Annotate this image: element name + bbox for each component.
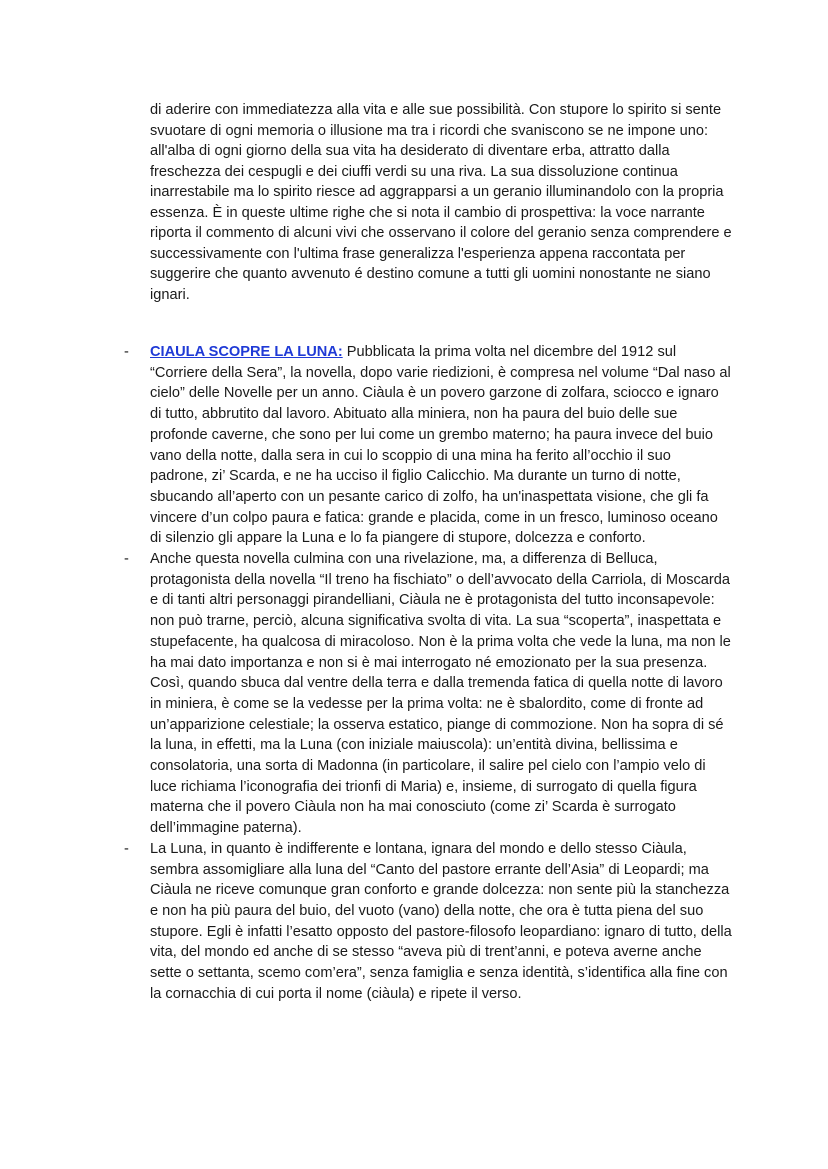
list-item — [0, 839, 732, 1005]
bullet-dash: - — [124, 551, 129, 568]
list-item-text: Anche questa novella culmina con una rivelazione, ma, a differenza di Belluca, protagonista della novella “Il treno ha fischiato” o dell’avvocato della Carriola, di Moscarda e di tanti altri personaggi pirandelliani, Ciàula ne è protagonista del tutto inconsapevole: non può trarne, perciò, alcuna significativa svolta di vita. La sua “scoperta”, inaspettata e stupefacente, ha qualcosa di miracoloso. Non è la prima volta che vede la luna, ma non le ha mai dato importanza e non si è mai interrogato né emozionato per la sua presenza. Così, quando sbuca dal ventre della terra e dalla tremenda fatica di quella notte di lavoro in miniera, è come se la vedesse per la prima volta: ne è sbalordito, come di fronte ad un’apparizione celestiale; la osserva estatico, piange di commozione. Non ha sopra di sé la luna, in effetti, ma la Luna (con iniziale maiuscola): un’entità divina, bellissima e consolatoria, una sorta di Madonna (in particolare, il salire pel cielo con l’ampio velo di luce richiama l’iconografia dei trionfi di Maria) e, insieme, di surrogato di quella figura materna che il povero Ciàula non ha mai conosciuto (come zi’ Scarda è surrogato dell’immagine paterna). — [150, 551, 731, 837]
list-item — [0, 342, 732, 549]
bullet-list — [0, 342, 828, 1005]
list-item — [0, 549, 732, 839]
bullet-dash: - — [124, 840, 129, 857]
intro-paragraph: di aderire con immediatezza alla vita e alle sue possibilità. Con stupore lo spirito si sente svuotare di ogni memoria o illusione ma tra i ricordi che svaniscono se ne impone uno: all'alba di ogni giorno della sua vita ha desiderato di diventare erba, attratto dalla freschezza dei cespugli e dei ciuffi verdi su una riva. La sua dissoluzione continua inarrestabile ma lo spirito riesce ad aggrapparsi a un geranio illuminandolo con la propria essenza. È in queste ultime righe che si nota il cambio di prospettiva: la voce narrante riporta il commento di alcuni vivi che osservano il colore del geranio senza comprendere e successivamente con l'ultima frase generalizza l'esperienza appena raccontata per suggerire che quanto avvenuto é destino comune a tutti gli uomini nonostante ne siano ignari. — [150, 102, 732, 303]
list-item-text: La Luna, in quanto è indifferente e lontana, ignara del mondo e dello stesso Ciàula, sembra assomigliare alla luna del “Canto del pastore errante dell’Asia” di Leopardi; ma Ciàula ne riceve comunque gran conforto e grande dolcezza: non sente più la stanchezza e non ha più paura del buio, del vuoto (vano) della notte, che ora è tutta piena del suo stupore. Egli è infatti l’esatto opposto del pastore-filosofo leopardiano: ignaro di tutto, della vita, del mondo ed anche di se stesso “aveva più di trent’anni, e poteva averne anche sette o settanta, scemo com’era”, senza famiglia e senza identità, s’identifica alla fine con la cornacchia di cui porta il nome (ciàula) e ripete il verso. — [150, 840, 732, 1002]
list-item-text: Pubblicata la prima volta nel dicembre del 1912 sul “Corriere della Sera”, la novella, dopo varie riedizioni, è compresa nel volume “Dal naso al cielo” delle Novelle per un anno. Ciàula è un povero garzone di zolfara, sciocco e ignaro di tutto, abbrutito dal lavoro. Abituato alla miniera, non ha paura del buio delle sue profonde caverne, che sono per lui come un grembo materno; ha paura invece del buio vano della notte, dalla sera in cui lo scoppio di una mina ha ferito all’occhio il suo padrone, zi’ Scarda, e ne ha ucciso il figlio Calicchio. Ma durante un turno di notte, sbucando all’aperto con un pesante carico di zolfo, ha un'inaspettata visione, che gli fa vincere d’un colpo paura e fatica: grande e placida, come in un fresco, luminoso oceano di silenzio gli appare la Luna e lo fa piangere di stupore, dolcezza e conforto. — [150, 344, 731, 547]
bullet-dash: - — [124, 344, 129, 360]
ciaula-title-link[interactable]: CIAULA SCOPRE LA LUNA: — [150, 344, 343, 360]
